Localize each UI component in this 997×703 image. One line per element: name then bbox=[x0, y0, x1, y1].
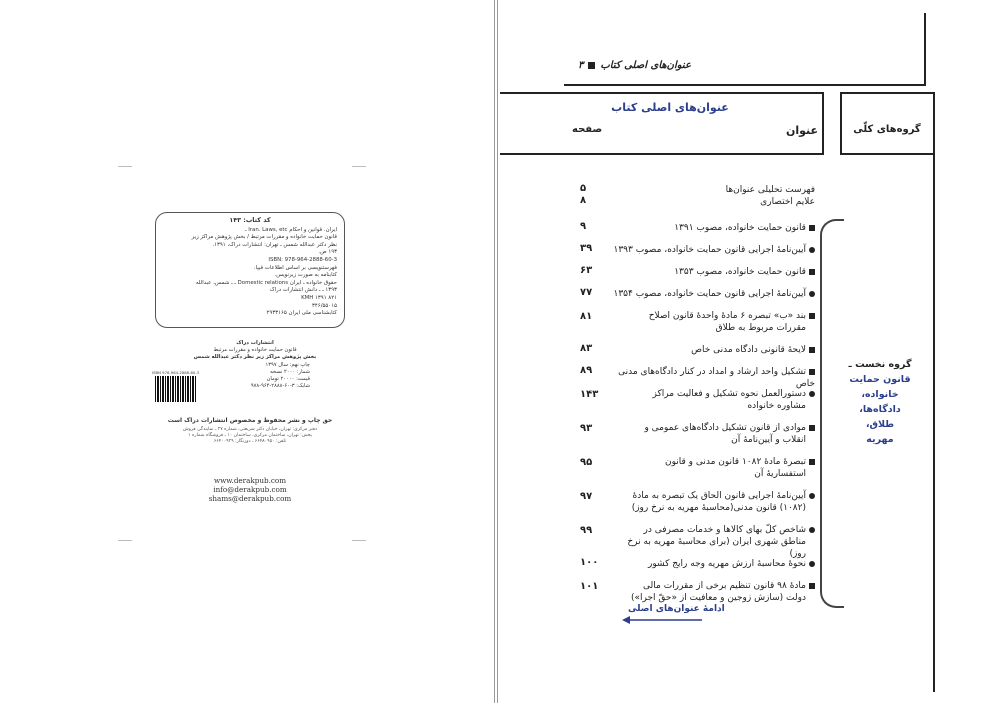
entry-title: استفساریهٔ آن bbox=[754, 469, 806, 479]
contents-entry bbox=[610, 366, 815, 390]
front-matter-title: علایم اختصاری bbox=[760, 197, 815, 207]
column-page-label: صفحه bbox=[572, 124, 603, 135]
cip-line: ISBN: 978-964-2888-60-3 bbox=[268, 256, 337, 263]
entry-title: بند «ب» تبصره ۶ مادهٔ واحدهٔ قانون اصلاح bbox=[648, 311, 806, 321]
contents-entry bbox=[610, 580, 815, 604]
address-line: پخش: تهران، ساختمان مرکزی، ساختمان ۱۰ ـ فروشگاه شماره ۱ bbox=[188, 433, 312, 439]
contents-entry bbox=[610, 388, 815, 412]
entry-page-number: ۹ bbox=[580, 221, 587, 232]
entry-line bbox=[610, 524, 815, 536]
entry-line bbox=[610, 468, 815, 480]
entry-page-number: ۸۹ bbox=[580, 365, 593, 376]
cip-line: نظر دکتر عبدالله شمس ـ تهران: انتشارات دراک، ۱۳۹۱. bbox=[212, 241, 337, 248]
front-matter-page: ۵ bbox=[580, 183, 587, 194]
contents-entry bbox=[610, 524, 815, 560]
contents-entry bbox=[610, 344, 815, 356]
cip-lines bbox=[163, 227, 337, 318]
entry-line bbox=[610, 266, 815, 278]
cip-line: کتابشناسی ملی ایران ۲۹۳۳۱۶۵ bbox=[266, 310, 337, 317]
entry-title: مادهٔ ۹۸ قانون تنظیم برخی از مقررات مالی bbox=[643, 581, 806, 591]
circle-bullet-icon bbox=[809, 561, 815, 567]
address-line: دفتر مرکزی: تهران، خیابان دکتر شریعتی، شماره ۲۷ ـ نمایندگی فروش bbox=[183, 427, 317, 432]
entry-page-number: ۸۱ bbox=[580, 311, 593, 322]
entry-line bbox=[610, 558, 815, 570]
crop-mark bbox=[352, 166, 366, 167]
entry-line bbox=[610, 310, 815, 322]
entry-page-number: ۱۰۰ bbox=[580, 557, 599, 568]
cip-record-box bbox=[155, 212, 345, 328]
running-head-page-number: ۳ bbox=[578, 60, 584, 71]
entry-page-number: ۷۷ bbox=[580, 287, 593, 298]
entry-title: قانون حمایت خانواده، مصوب ۱۳۹۱ bbox=[674, 223, 806, 233]
group-name-line: خانواده، bbox=[861, 389, 899, 400]
entry-line bbox=[610, 422, 815, 434]
entry-line bbox=[610, 434, 815, 446]
square-bullet-icon bbox=[809, 583, 815, 589]
entry-line bbox=[610, 502, 815, 514]
entry-page-number: ۶۳ bbox=[580, 265, 593, 276]
running-head-title: عنوان‌های اصلی کتاب bbox=[600, 60, 691, 71]
cip-line: ۳۴۶/۵۵۰۱۵ bbox=[312, 302, 337, 309]
group-name-line: قانون حمایت bbox=[849, 374, 911, 385]
contents-entry bbox=[610, 558, 815, 570]
publisher-name: انتشارات دراک bbox=[236, 340, 274, 346]
entry-title: لایحهٔ قانونی دادگاه مدنی خاص bbox=[691, 345, 806, 355]
square-bullet-icon bbox=[809, 369, 815, 375]
entry-line bbox=[610, 366, 815, 390]
entry-title: دستورالعمل نحوه تشکیل و فعالیت مراکز bbox=[652, 389, 806, 399]
column-title-label: عنوان bbox=[785, 124, 818, 137]
continuation-arrow-icon bbox=[622, 614, 704, 626]
group-label: گروه نخست ـ bbox=[848, 359, 912, 370]
entry-title: انقلاب و آیین‌نامهٔ آن bbox=[731, 435, 806, 445]
group-column-line bbox=[933, 92, 935, 692]
entry-line bbox=[610, 536, 815, 560]
entry-line bbox=[610, 592, 815, 604]
address-line: تلفن: ۶۶۴۸۰۹۵۰ ـ دورنگار: ۶۶۴۰۰۹۲۹ bbox=[213, 439, 287, 445]
circle-bullet-icon bbox=[809, 291, 815, 297]
contents-entry bbox=[610, 310, 815, 334]
group-box-top bbox=[840, 92, 935, 94]
group-bracket bbox=[820, 219, 844, 608]
url-line: shams@derakpub.com bbox=[208, 494, 292, 503]
entry-title: دولت (سازش زوجین و معافیت از «حقّ اجرا») bbox=[631, 593, 806, 603]
edition-line: چاپ نهم: سال ۱۳۹۷ bbox=[265, 361, 310, 368]
group-box-bottom bbox=[840, 153, 935, 155]
front-matter-title: فهرست تحلیلی عنوان‌ها bbox=[725, 185, 815, 195]
entry-line bbox=[610, 580, 815, 592]
entry-line bbox=[610, 288, 815, 300]
entry-line bbox=[610, 322, 815, 334]
square-bullet-icon bbox=[809, 269, 815, 275]
cip-line: ایران. قوانین و احکام Iran. Laws, etc ـ bbox=[244, 226, 337, 233]
isbn-barcode bbox=[154, 375, 198, 403]
entry-title: تبصرهٔ مادهٔ ۱۰۸۲ قانون مدنی و قانون bbox=[664, 457, 806, 467]
circle-bullet-icon bbox=[809, 493, 815, 499]
contents-entry bbox=[610, 222, 815, 234]
circle-bullet-icon bbox=[809, 391, 815, 397]
barcode-label: ISBN 978-964-2888-60-3 bbox=[152, 370, 200, 375]
entry-page-number: ۹۵ bbox=[580, 457, 593, 468]
isbn-line: شابک: ۳-۶۰-۲۸۸۸-۹۶۴-۹۷۸ bbox=[250, 383, 310, 390]
cip-line: KMH ۱۳۹۱ ۸۲۱ bbox=[301, 294, 337, 301]
continuation-note: ادامهٔ عنوان‌های اصلی bbox=[628, 604, 725, 614]
square-bullet-icon bbox=[588, 62, 595, 69]
book-author: بخش پژوهش مراکز زیر نظر دکتر عبدالله شمس bbox=[193, 354, 317, 361]
cip-line: ۱۹۳ ص. bbox=[318, 249, 337, 256]
square-bullet-icon bbox=[809, 347, 815, 353]
frame-line bbox=[924, 13, 926, 85]
price-line: قیمت: ۲۰۰۰۰ تومان bbox=[266, 376, 310, 383]
entry-page-number: ۹۹ bbox=[580, 525, 593, 536]
contents-entry bbox=[610, 456, 815, 480]
square-bullet-icon bbox=[809, 313, 815, 319]
cip-line: فهرستنویسی بر اساس اطلاعات فیپا. bbox=[253, 264, 337, 271]
entry-line bbox=[610, 222, 815, 234]
square-bullet-icon bbox=[809, 459, 815, 465]
entry-line bbox=[610, 456, 815, 468]
contents-box-title: عنوان‌های اصلی کتاب bbox=[611, 101, 729, 114]
header-rule-top bbox=[500, 92, 824, 94]
entry-page-number: ۳۹ bbox=[580, 243, 593, 254]
copies-line: شمار: ۲۰۰۰ نسخه bbox=[270, 368, 310, 375]
contents-entry bbox=[610, 422, 815, 446]
square-bullet-icon bbox=[809, 225, 815, 231]
left-page-copyright bbox=[0, 0, 495, 703]
entry-line bbox=[610, 490, 815, 502]
url-line: www.derakpub.com bbox=[213, 476, 287, 485]
entry-title: موادی از قانون تشکیل دادگاه‌های عمومی و bbox=[644, 423, 806, 433]
entry-title: مناطق شهری ایران (برای محاسبهٔ مهریه به نرخ روز) bbox=[627, 537, 806, 559]
entry-line bbox=[610, 344, 815, 356]
entry-title: آیین‌نامهٔ اجرایی قانون الحاق یک تبصره به مادهٔ bbox=[632, 491, 806, 501]
group-name-line: دادگاه‌ها، طلاق، bbox=[859, 404, 901, 430]
entry-page-number: ۱۴۳ bbox=[580, 389, 599, 400]
publisher-addresses bbox=[135, 427, 365, 446]
cip-line: حقوق خانواده ـ ایران Domestic relations ـ ـ شمس، عبدالله bbox=[195, 279, 337, 286]
entry-line bbox=[610, 244, 815, 256]
entry-title: (۱۰۸۲) قانون مدنی(محاسبهٔ مهریه به نرخ روز) bbox=[631, 503, 806, 513]
entry-title: نحوهٔ محاسبهٔ ارزش مهریه وجه رایج کشور bbox=[648, 559, 806, 569]
column-group-label: گروه‌های کلّی bbox=[853, 124, 921, 135]
group-box-left bbox=[840, 92, 842, 154]
group-name-line: مهریه bbox=[866, 434, 894, 445]
entry-page-number: ۸۳ bbox=[580, 343, 593, 354]
running-head bbox=[578, 60, 691, 71]
entry-page-number: ۹۷ bbox=[580, 491, 593, 502]
crop-mark bbox=[118, 540, 132, 541]
entry-title: تشکیل واحد ارشاد و امداد در کنار دادگاه‌های مدنی خاص bbox=[618, 367, 815, 389]
entry-title: مشاوره خانواده bbox=[747, 401, 806, 411]
copyright-notice: حق چاپ و نشر محفوظ و مخصوص انتشارات دراک است bbox=[167, 417, 333, 424]
entry-title: قانون حمایت خانواده، مصوب ۱۳۵۳ bbox=[674, 267, 806, 277]
book-code: کد کتاب: ۱۴۳ bbox=[229, 216, 271, 224]
entry-page-number: ۹۳ bbox=[580, 423, 593, 434]
cip-line: کتابنامه به صورت زیرنویس. bbox=[274, 272, 337, 279]
group-heading bbox=[846, 357, 914, 447]
entry-page-number: ۱۰۱ bbox=[580, 581, 599, 592]
entry-line bbox=[610, 388, 815, 400]
contents-entry bbox=[610, 244, 815, 256]
contents-entry bbox=[610, 490, 815, 514]
publisher-urls bbox=[190, 476, 310, 503]
cip-line: قانون حمایت خانواده و مقررات مرتبط / بخش پژوهش مراکز زیر bbox=[191, 234, 337, 241]
crop-mark bbox=[118, 166, 132, 167]
book-title: قانون حمایت خانواده و مقررات مرتبط bbox=[213, 347, 297, 354]
header-divider bbox=[822, 92, 824, 154]
cip-line: ۱۳۹۳ ـ ـ دانش انتشارات دراک bbox=[269, 287, 337, 294]
square-bullet-icon bbox=[809, 425, 815, 431]
front-matter-page: ۸ bbox=[580, 195, 587, 206]
circle-bullet-icon bbox=[809, 527, 815, 533]
contents-entry bbox=[610, 266, 815, 278]
entry-title: مقررات مربوط به طلاق bbox=[715, 323, 806, 333]
entry-line bbox=[610, 400, 815, 412]
url-line: info@derakpub.com bbox=[213, 485, 287, 494]
crop-mark bbox=[352, 540, 366, 541]
header-rule-bottom bbox=[500, 153, 824, 155]
entry-title: آیین‌نامهٔ اجرایی قانون حمایت خانواده، مصوب ۱۳۵۴ bbox=[613, 289, 806, 299]
circle-bullet-icon bbox=[809, 247, 815, 253]
contents-entry bbox=[610, 288, 815, 300]
entry-title: شاخص کلّ بهای کالاها و خدمات مصرفی در bbox=[643, 525, 806, 535]
entry-title: آیین‌نامهٔ اجرایی قانون حمایت خانواده، مصوب ۱۳۹۳ bbox=[613, 245, 806, 255]
running-head-rule bbox=[564, 84, 926, 86]
